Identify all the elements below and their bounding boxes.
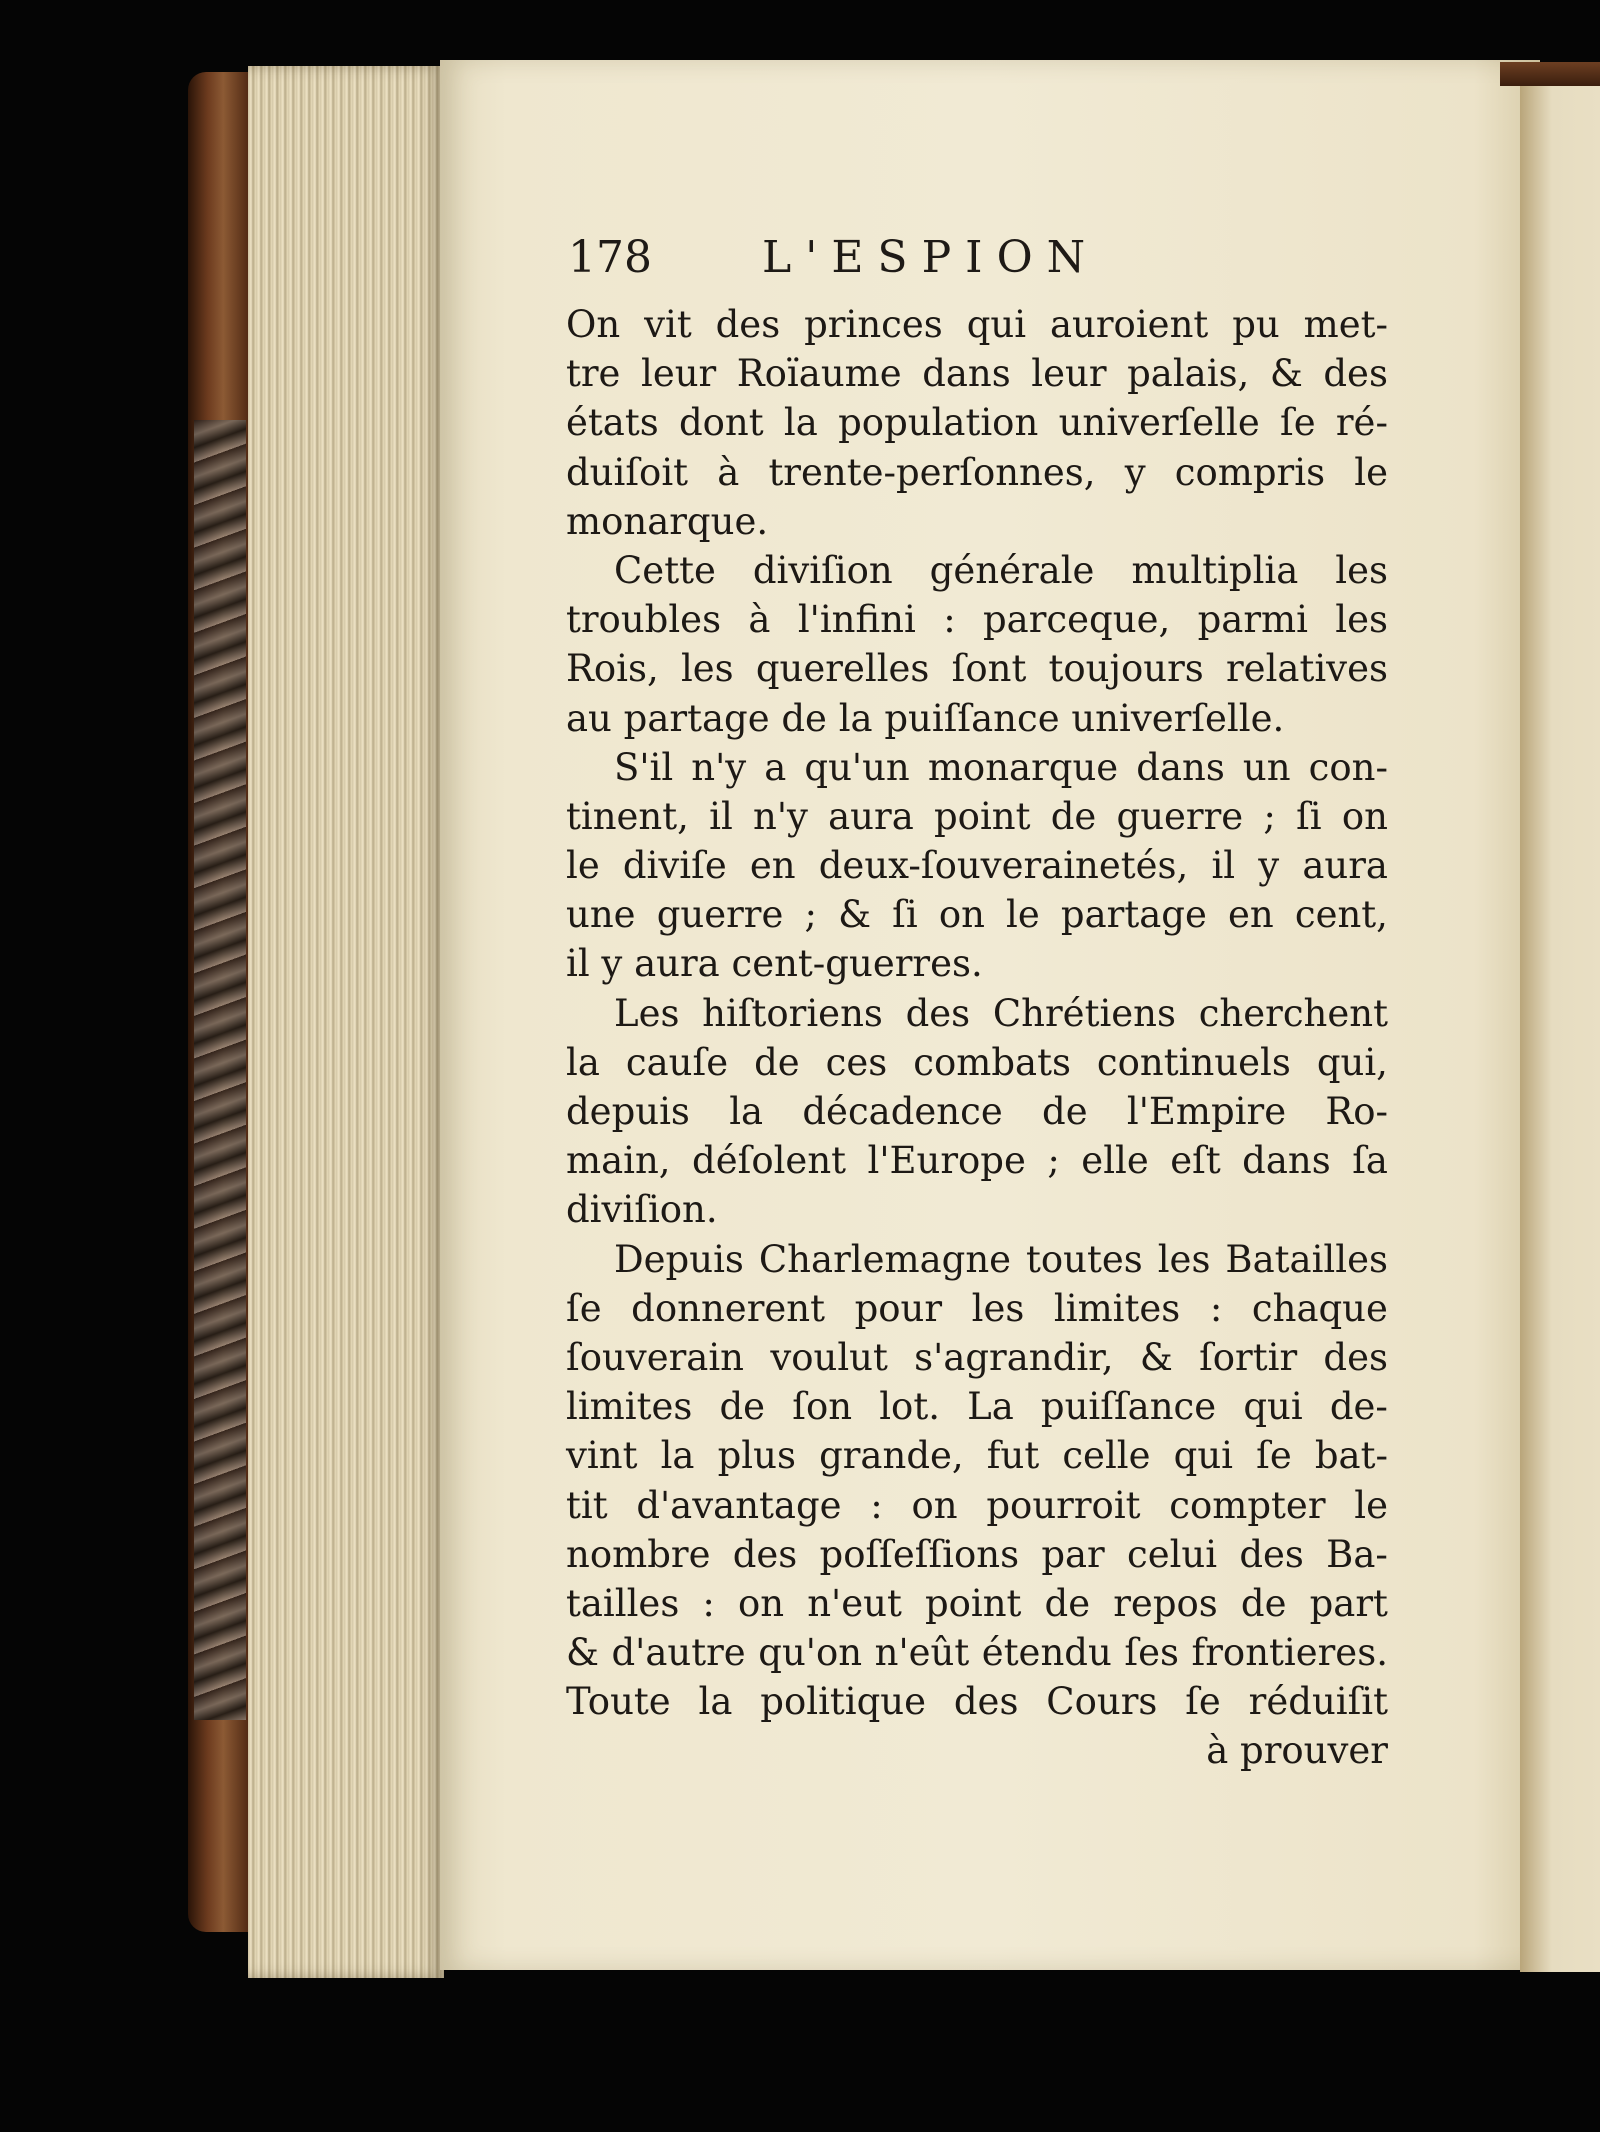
word: ſouverain xyxy=(566,1335,745,1379)
word: leur xyxy=(641,352,717,396)
word: celle xyxy=(1062,1434,1151,1478)
word: Cours xyxy=(1046,1680,1158,1724)
text-line xyxy=(566,398,1388,447)
word: d'avantage xyxy=(636,1483,842,1527)
text-line xyxy=(566,546,1388,595)
word: ré- xyxy=(1335,401,1388,445)
word: grande, xyxy=(819,1434,964,1478)
word: qu'on xyxy=(758,1631,863,1675)
text-line xyxy=(566,349,1388,398)
word: de xyxy=(719,1385,766,1429)
word: duiſoit xyxy=(566,450,689,494)
word: repos xyxy=(1113,1581,1218,1625)
word: décadence xyxy=(802,1090,1003,1133)
word: Batailles xyxy=(1225,1237,1388,1281)
text-line xyxy=(566,1628,1388,1677)
word: pu xyxy=(1232,303,1280,346)
text-line: il y aura cent-guerres. xyxy=(566,942,983,986)
word: diviſe xyxy=(622,844,727,888)
word: cherchent xyxy=(1198,991,1388,1035)
word: on xyxy=(738,1581,785,1625)
word: ſe xyxy=(1280,401,1316,445)
word: ces xyxy=(825,1040,888,1084)
word: donnerent xyxy=(631,1286,825,1330)
page-number: 178 xyxy=(568,232,652,283)
word: limites xyxy=(566,1385,693,1429)
text-line xyxy=(566,644,1388,693)
word: il xyxy=(1211,844,1236,888)
word: qui xyxy=(1243,1385,1303,1429)
word: ſe xyxy=(1185,1680,1221,1724)
word: : xyxy=(943,598,956,642)
word: Cette xyxy=(614,548,716,592)
word: & xyxy=(838,893,872,937)
word: voulut xyxy=(770,1335,888,1379)
page-header xyxy=(568,232,1388,296)
word: chaque xyxy=(1251,1286,1388,1330)
word: relatives xyxy=(1225,647,1388,691)
word: le xyxy=(566,844,600,888)
word: tinent, xyxy=(566,794,689,838)
word: des xyxy=(1323,1335,1388,1379)
word: ; xyxy=(804,893,817,937)
word: de xyxy=(1044,1581,1091,1625)
word: cauſe xyxy=(625,1040,729,1084)
text-line xyxy=(566,1284,1388,1333)
word: il xyxy=(709,794,733,838)
word: & xyxy=(1139,1335,1173,1379)
word: Les xyxy=(614,991,680,1035)
word: eſt xyxy=(1170,1139,1221,1183)
text-line xyxy=(566,1579,1388,1628)
word: toutes xyxy=(1026,1237,1143,1281)
text-line xyxy=(566,1481,1388,1530)
word: aura xyxy=(1302,844,1388,888)
word: des xyxy=(953,1680,1019,1724)
word: tre xyxy=(566,352,621,396)
word: les xyxy=(1157,1237,1211,1281)
word: On xyxy=(566,303,621,346)
word: Toute xyxy=(566,1680,671,1724)
text-line xyxy=(566,595,1388,644)
word: cent, xyxy=(1294,893,1388,937)
word: Depuis xyxy=(614,1237,744,1281)
word: déſolent xyxy=(692,1139,847,1183)
word: princes xyxy=(804,303,943,346)
word: qui, xyxy=(1316,1040,1388,1084)
text-line xyxy=(566,841,1388,890)
word: de xyxy=(754,1040,800,1084)
word: palais, xyxy=(1127,352,1250,396)
word: ; xyxy=(1047,1139,1060,1183)
text-line xyxy=(566,1235,1388,1284)
word: pour xyxy=(854,1286,943,1330)
word: ſortir xyxy=(1199,1335,1298,1379)
word: depuis xyxy=(566,1090,690,1133)
word: guerre xyxy=(1116,794,1244,838)
text-line xyxy=(566,1382,1388,1431)
word: auroient xyxy=(1049,303,1209,346)
word: on xyxy=(1341,794,1388,838)
word: par xyxy=(1041,1532,1105,1576)
word: une xyxy=(566,893,636,937)
word: n'y xyxy=(753,794,808,838)
word: tailles xyxy=(566,1581,680,1625)
word: elle xyxy=(1081,1139,1149,1183)
word: monarque xyxy=(927,745,1119,789)
word: querelles xyxy=(755,647,930,691)
word: bat- xyxy=(1314,1434,1388,1478)
word: celui xyxy=(1126,1532,1218,1576)
word: : xyxy=(702,1581,715,1625)
word: ſes xyxy=(1124,1631,1179,1675)
text-line xyxy=(566,448,1388,497)
word: ſi xyxy=(1296,794,1322,838)
word: troubles xyxy=(566,598,722,642)
word: population xyxy=(838,401,1039,445)
word: compter xyxy=(1169,1483,1326,1527)
text-line xyxy=(566,792,1388,841)
word: les xyxy=(971,1286,1025,1330)
word: la xyxy=(698,1680,733,1724)
facing-page-gutter xyxy=(1520,72,1600,1972)
word: ſa xyxy=(1352,1139,1388,1183)
word: étendu xyxy=(981,1631,1112,1675)
word: en xyxy=(749,844,796,888)
word: des xyxy=(1239,1532,1304,1576)
word: d'autre xyxy=(611,1631,746,1675)
word: a xyxy=(764,745,787,789)
word: les xyxy=(1335,598,1388,642)
word: limites xyxy=(1053,1286,1181,1330)
word: l'infini xyxy=(797,598,916,642)
word: s'agrandir, xyxy=(914,1335,1114,1379)
word: l'Europe xyxy=(867,1139,1026,1183)
word: dans xyxy=(1242,1139,1331,1183)
word: ; xyxy=(1263,794,1276,838)
word: des xyxy=(732,1532,798,1576)
word: y xyxy=(1258,844,1280,888)
word: le xyxy=(1354,1483,1388,1527)
text-line xyxy=(566,1431,1388,1480)
word: aura xyxy=(828,794,914,838)
text-line xyxy=(566,890,1388,939)
text-line xyxy=(566,300,1388,349)
word: à xyxy=(748,598,771,642)
word: en xyxy=(1227,893,1274,937)
word: parceque, xyxy=(983,598,1171,642)
word: main, xyxy=(566,1139,671,1183)
word: les xyxy=(680,647,734,691)
word: plus xyxy=(717,1434,796,1478)
word: parmi xyxy=(1197,598,1308,642)
word: n'y xyxy=(691,745,747,789)
text-line xyxy=(566,743,1388,792)
word: Rois, xyxy=(566,647,659,691)
word: états xyxy=(566,401,659,445)
word: y xyxy=(1124,450,1146,494)
word: la xyxy=(660,1434,695,1478)
word: compris xyxy=(1174,450,1326,494)
word: politique xyxy=(760,1680,927,1724)
word: générale xyxy=(929,548,1095,592)
word: dont xyxy=(678,401,764,445)
word: dans xyxy=(1136,745,1225,789)
word: on xyxy=(911,1483,958,1527)
word: nombre xyxy=(566,1532,711,1576)
text-line: au partage de la puiſſance univerſelle. xyxy=(566,696,1285,740)
word: des xyxy=(715,303,781,346)
word: Ro- xyxy=(1325,1090,1388,1133)
running-head: L'ESPION xyxy=(762,232,1100,283)
word: & xyxy=(1269,352,1303,396)
word: ſon xyxy=(792,1385,853,1429)
word: point xyxy=(924,1581,1022,1625)
word: univerſelle xyxy=(1058,401,1260,445)
word: réduiſit xyxy=(1248,1680,1388,1724)
word: à xyxy=(717,450,740,494)
word: part xyxy=(1309,1581,1388,1625)
text-line: diviſion. xyxy=(566,1188,718,1232)
word: de- xyxy=(1329,1385,1388,1429)
word: tit xyxy=(566,1483,608,1527)
word: vint xyxy=(566,1434,638,1478)
body-text xyxy=(566,300,1388,1776)
word: & xyxy=(566,1631,599,1675)
word: met- xyxy=(1303,303,1388,346)
word: deux-ſouverainetés, xyxy=(818,844,1189,888)
word: hiſtoriens xyxy=(702,991,883,1035)
word: con- xyxy=(1308,745,1388,789)
word: trente-perſonnes, xyxy=(768,450,1096,494)
text-line xyxy=(566,1136,1388,1185)
word: : xyxy=(1209,1286,1223,1330)
text-line: monarque. xyxy=(566,499,769,543)
text-line xyxy=(566,1038,1388,1087)
word: partage xyxy=(1060,893,1207,937)
word: n'eût xyxy=(874,1631,970,1675)
word: diviſion xyxy=(752,548,893,592)
word: un xyxy=(1242,745,1291,789)
word: de xyxy=(1240,1581,1287,1625)
word: la xyxy=(783,401,818,445)
word: poſſeſſions xyxy=(819,1532,1020,1576)
word: le xyxy=(1006,893,1040,937)
word: toujours xyxy=(1048,647,1204,691)
word: ſont xyxy=(951,647,1027,691)
word: dans xyxy=(922,352,1011,396)
word: pourroit xyxy=(986,1483,1141,1527)
word: qui xyxy=(1173,1434,1233,1478)
word: la xyxy=(566,1040,600,1084)
word: combats xyxy=(913,1040,1071,1084)
word: l'Empire xyxy=(1126,1090,1287,1133)
word: leur xyxy=(1031,352,1107,396)
word: continuels xyxy=(1096,1040,1291,1084)
text-line xyxy=(566,1677,1388,1726)
word: frontieres. xyxy=(1191,1631,1388,1675)
word: Chrétiens xyxy=(992,991,1176,1035)
word: qu'un xyxy=(804,745,910,789)
word: vit xyxy=(644,303,692,346)
text-line xyxy=(566,1087,1388,1136)
text-line xyxy=(566,1530,1388,1579)
word: fut xyxy=(986,1434,1040,1478)
text-line: à prouver xyxy=(1206,1729,1388,1773)
word: Charlemagne xyxy=(758,1237,1012,1281)
text-line xyxy=(566,1333,1388,1382)
word: La xyxy=(967,1385,1014,1429)
word: de xyxy=(1050,794,1097,838)
word: les xyxy=(1335,548,1388,592)
word: point xyxy=(933,794,1031,838)
page-edges xyxy=(248,66,444,1978)
word: puiſſance xyxy=(1040,1385,1217,1429)
word: on xyxy=(938,893,985,937)
word: ſe xyxy=(566,1286,602,1330)
marbled-endpaper xyxy=(194,420,246,1720)
word: guerre xyxy=(656,893,784,937)
word: ſi xyxy=(892,893,918,937)
word: lot. xyxy=(879,1385,940,1429)
cover-board-top xyxy=(1500,62,1600,86)
word: des xyxy=(905,991,971,1035)
word: multiplia xyxy=(1131,548,1299,592)
word: n'eut xyxy=(807,1581,902,1625)
word: de xyxy=(1042,1090,1088,1133)
text-line xyxy=(566,989,1388,1038)
word: qui xyxy=(966,303,1027,346)
word: : xyxy=(870,1483,883,1527)
word: ſe xyxy=(1256,1434,1292,1478)
word: S'il xyxy=(614,745,674,789)
word: Roïaume xyxy=(736,352,902,396)
word: la xyxy=(729,1090,764,1133)
word: Ba- xyxy=(1326,1532,1388,1576)
word: le xyxy=(1354,450,1388,494)
word: des xyxy=(1323,352,1388,396)
